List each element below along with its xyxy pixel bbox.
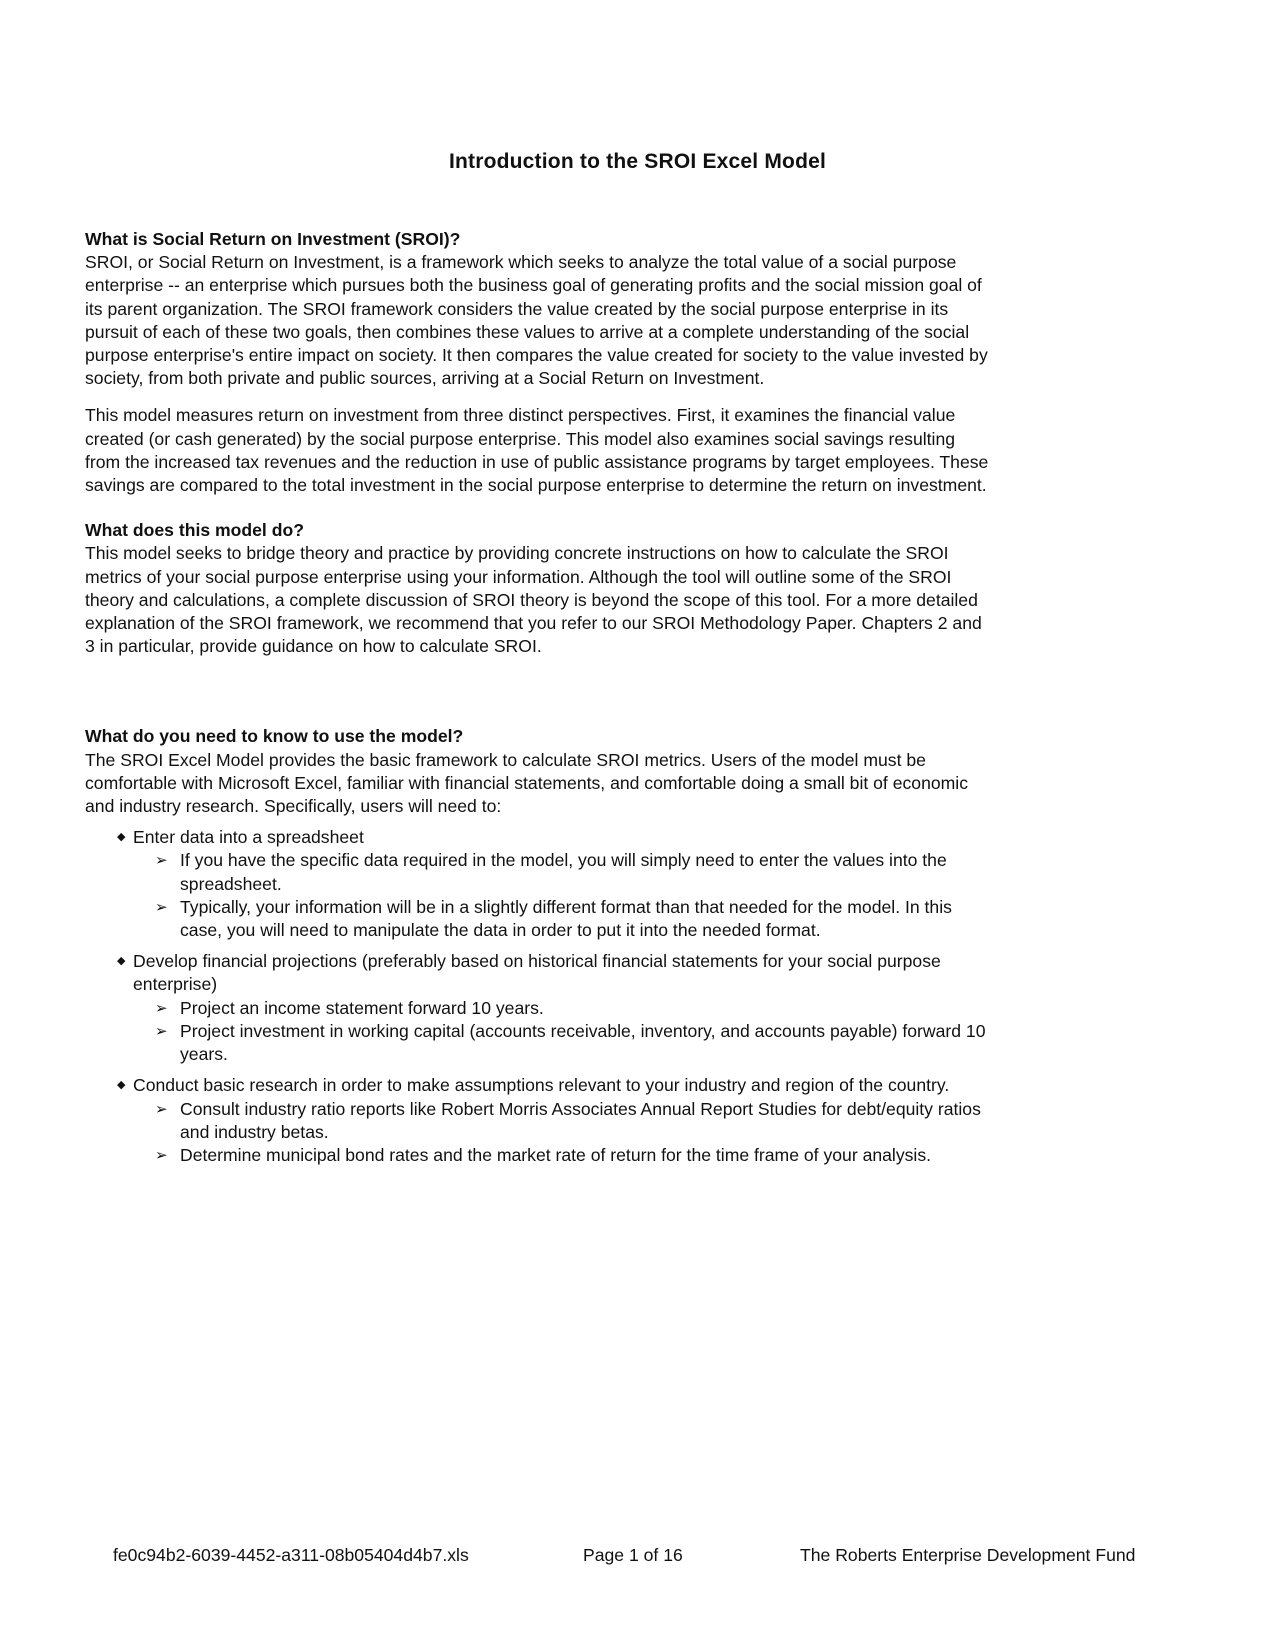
document-body	[85, 228, 990, 1167]
sub-list-item	[133, 849, 990, 895]
section-what-does-model-do	[85, 519, 990, 658]
sub-list-item	[133, 1020, 990, 1066]
list-item	[85, 950, 990, 1066]
paragraph: SROI, or Social Return on Investment, is a framework which seeks to analyze the total value of a social purpose enterprise -- an enterprise which pursues both the business goal of generating profits and the social mission goal of its parent organization. The SROI framework considers the value created by the social purpose enterprise in its pursuit of each of these two goals, then combines these values to arrive at a complete understanding of the social purpose enterprise's entire impact on society. It then compares the value created for society to the value invested by society, from both private and public sources, arriving at a Social Return on Investment.	[85, 252, 988, 389]
arrow-bullet-icon: ➢	[155, 898, 168, 916]
section-heading: What is Social Return on Investment (SROI)?	[85, 229, 461, 249]
paragraph: This model seeks to bridge theory and practice by providing concrete instructions on how to calculate the SROI metrics of your social purpose enterprise using your information. Although the tool will outline some of the SROI theory and calculations, a complete discussion of SROI theory is beyond the scope of this tool. For a more detailed explanation of the SROI framework, we recommend that you refer to our SROI Methodology Paper. Chapters 2 and 3 in particular, provide guidance on how to calculate SROI.	[85, 543, 982, 657]
section-what-is-sroi	[85, 228, 990, 497]
requirements-list	[85, 826, 990, 1167]
sub-list-item-text: Project an income statement forward 10 years.	[180, 997, 544, 1018]
arrow-bullet-icon: ➢	[155, 1100, 168, 1118]
section-heading: What do you need to know to use the model?	[85, 726, 464, 747]
paragraph: This model measures return on investment from three distinct perspectives. First, it examines the financial value created (or cash generated) by the social purpose enterprise. This model also examines social savings resulting from the increased tax revenues and the reduction in use of public assistance programs by target employees. These savings are compared to the total investment in the social purpose enterprise to determine the return on investment.	[85, 405, 989, 496]
sub-list-item	[133, 896, 990, 942]
list-item-text: Enter data into a spreadsheet	[133, 827, 364, 848]
arrow-bullet-icon: ➢	[155, 999, 168, 1017]
sub-list-item-text: Determine municipal bond rates and the market rate of return for the time frame of your analysis.	[180, 1144, 932, 1165]
footer-page-number: Page 1 of 16	[583, 1545, 683, 1565]
arrow-bullet-icon: ➢	[155, 852, 168, 870]
sub-list-item	[133, 997, 990, 1020]
arrow-bullet-icon: ➢	[155, 1022, 168, 1040]
sub-list	[133, 997, 990, 1067]
footer-filename: fe0c94b2-6039-4452-a311-08b05404d4b7.xls	[113, 1545, 469, 1565]
diamond-bullet-icon: ◆	[117, 1079, 126, 1092]
sub-list-item-text: Consult industry ratio reports like Robert Morris Associates Annual Report Studies for debt/equity ratios and industry betas.	[180, 1098, 981, 1142]
section-heading: What does this model do?	[85, 520, 304, 541]
list-item	[85, 1074, 990, 1167]
list-item	[85, 826, 990, 942]
sub-list-item-text: Project investment in working capital (accounts receivable, inventory, and accounts payable) forward 10 years.	[180, 1020, 986, 1065]
page-title: Introduction to the SROI Excel Model	[448, 150, 827, 173]
sub-list-item-text: If you have the specific data required in the model, you will simply need to enter the values into the spreadsheet.	[180, 850, 947, 894]
list-item-text: Conduct basic research in order to make assumptions relevant to your industry and region of the country.	[133, 1075, 950, 1096]
section-what-you-need	[85, 725, 990, 1167]
list-item-text: Develop financial projections (preferably based on historical financial statements for your social purpose enterprise)	[133, 951, 941, 995]
sub-list-item	[133, 1144, 990, 1167]
arrow-bullet-icon: ➢	[155, 1146, 168, 1164]
sub-list	[133, 849, 990, 942]
paragraph: The SROI Excel Model provides the basic framework to calculate SROI metrics. Users of the model must be comfortable with Microsoft Excel, familiar with financial statements, and comfortable doing a small bit of economic and industry research. Specifically, users will need to:	[85, 749, 968, 817]
footer-organization: The Roberts Enterprise Development Fund	[800, 1545, 1136, 1565]
diamond-bullet-icon: ◆	[117, 955, 126, 968]
sub-list	[133, 1098, 990, 1168]
sub-list-item-text: Typically, your information will be in a slightly different format than that needed for the model. In this case, you will need to manipulate the data in order to put it into the needed format.	[180, 896, 952, 941]
diamond-bullet-icon: ◆	[117, 831, 126, 844]
sub-list-item	[133, 1098, 990, 1144]
